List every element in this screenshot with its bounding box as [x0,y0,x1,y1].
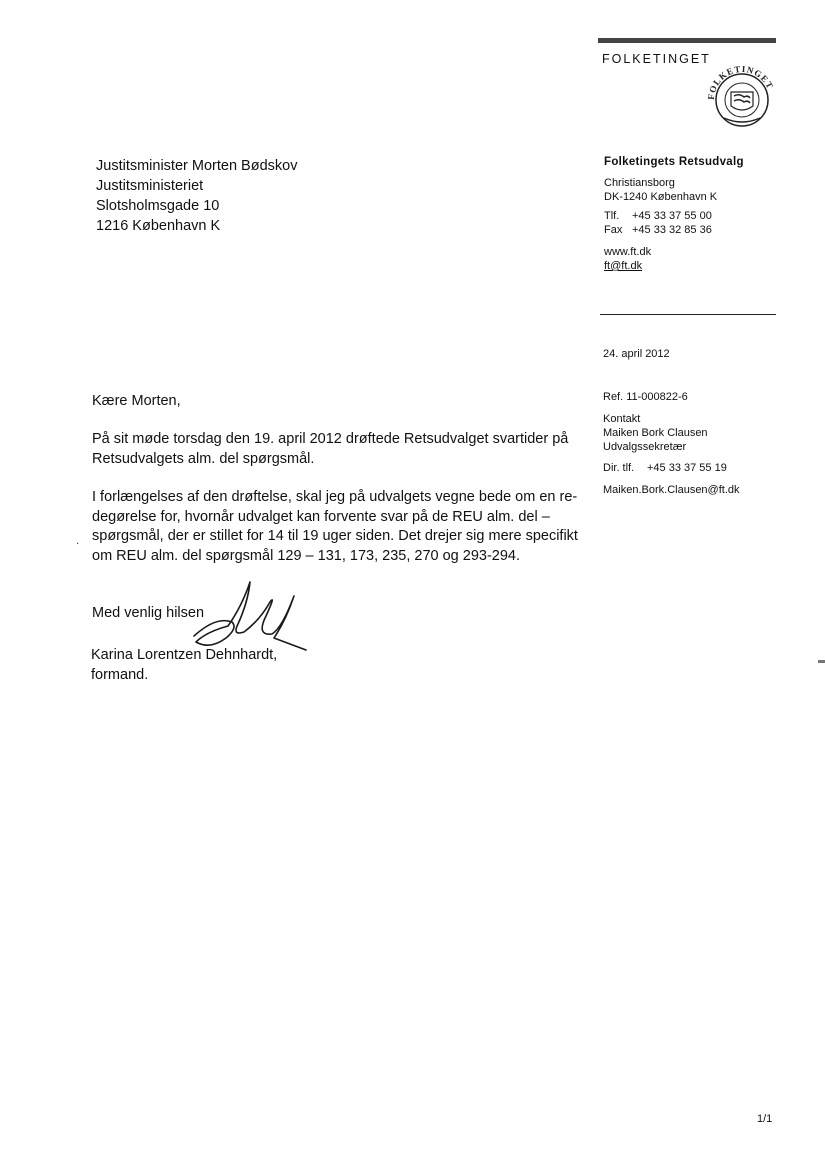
greeting: Kære Morten, [92,393,181,409]
phone-block [604,209,712,237]
email-link[interactable]: ft@ft.dk [604,260,643,272]
sidebar-divider [600,314,776,315]
seal-text: FOLKETINGET [705,63,776,101]
recipient-address [96,156,297,236]
paragraph-line: Retsudvalgets alm. del spørgsmål. [92,450,315,467]
recipient-line: Justitsministeriet [96,178,204,194]
contact-name: Maiken Bork Clausen [603,427,708,439]
fax-label: Fax [604,224,623,236]
letter-date: 24. april 2012 [603,348,670,360]
sender-address-line: Christiansborg [604,177,675,189]
closing: Med venlig hilsen [92,605,205,621]
page-number: 1/1 [757,1113,773,1125]
fax-number: +45 33 32 85 36 [632,224,712,236]
web-block [604,245,651,273]
direct-phone [603,461,727,475]
contact-block [603,412,708,454]
signer-block [91,646,277,685]
org-name: FOLKETINGET [602,52,711,66]
paragraph-2 [92,488,578,566]
recipient-line: Slotsholmsgade 10 [96,198,220,214]
direct-phone-number: +45 33 37 55 19 [647,462,727,474]
contact-label: Kontakt [603,413,641,425]
scan-speck: . [76,533,80,547]
contact-title: Udvalgssekretær [603,441,687,453]
paragraph-line: På sit møde torsdag den 19. april 2012 drøftede Retsudvalget svartider på [92,431,569,447]
signer-title: formand. [91,666,149,683]
signer-name: Karina Lorentzen Dehnhardt, [91,647,278,663]
recipient-line: 1216 København K [96,218,221,234]
paragraph-line: I forlængelses af den drøftelse, skal jeg på udvalgets vegne bede om en re- [92,489,578,505]
reference-number: Ref. 11-000822-6 [603,391,688,403]
phone-number: +45 33 37 55 00 [632,210,712,222]
letterhead-top-bar [598,38,776,43]
paragraph-line: om REU alm. del spørgsmål 129 – 131, 173, 235, 270 og 293-294. [92,547,521,564]
parliament-seal-logo [699,60,785,128]
recipient-line: Justitsminister Morten Bødskov [96,158,298,174]
committee-name: Folketingets Retsudvalg [604,156,744,168]
paragraph-line: spørgsmål, der er stillet for 14 til 19 uger siden. Det drejer sig mere specifikt [92,528,578,544]
scan-edge-mark [818,660,825,663]
paragraph-line: degørelse for, hvornår udvalget kan forvente svar på de REU alm. del – [92,508,550,525]
sender-address-line: DK-1240 København K [604,191,718,203]
contact-email[interactable]: Maiken.Bork.Clausen@ft.dk [603,484,740,496]
sender-address [604,176,717,204]
phone-label: Tlf. [604,210,620,222]
paragraph-1 [92,430,569,469]
direct-phone-label: Dir. tlf. [603,462,635,474]
website-link[interactable]: www.ft.dk [604,246,652,258]
